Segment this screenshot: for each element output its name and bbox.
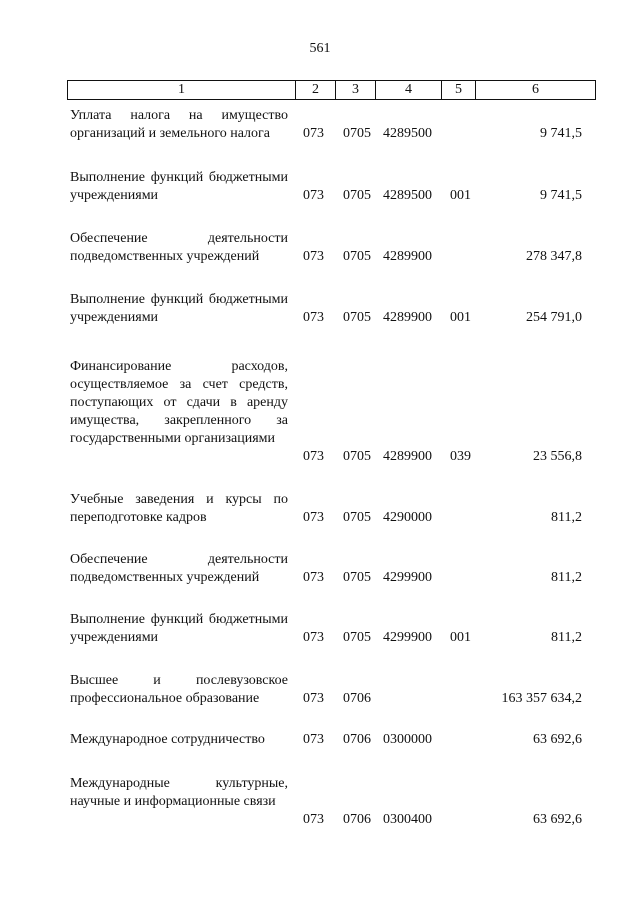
row-col-4: 4289900 [383,449,432,464]
row-col-3: 0706 [343,732,371,747]
header-col-3: 3 [336,81,376,99]
row-description: Обеспечение деятельности подведомственных учреждений [70,231,288,264]
row-col-6: 63 692,6 [533,732,582,747]
row-col-2: 073 [303,126,324,141]
row-col-6: 278 347,8 [526,249,582,264]
row-col-2: 073 [303,310,324,325]
row-col-4: 4299900 [383,570,432,585]
row-col-2: 073 [303,691,324,706]
row-col-2: 073 [303,732,324,747]
row-col-5: 001 [450,310,471,325]
row-col-3: 0705 [343,630,371,645]
row-col-2: 073 [303,449,324,464]
row-col-3: 0705 [343,249,371,264]
row-col-5: 001 [450,630,471,645]
row-col-2: 073 [303,249,324,264]
row-col-4: 4289900 [383,310,432,325]
row-col-3: 0705 [343,188,371,203]
row-col-4: 0300400 [383,812,432,827]
row-col-2: 073 [303,510,324,525]
header-col-2: 2 [296,81,336,99]
row-col-6: 811,2 [551,510,582,525]
row-col-2: 073 [303,812,324,827]
row-col-6: 163 357 634,2 [501,691,582,706]
row-col-5: 039 [450,449,471,464]
row-col-6: 63 692,6 [533,812,582,827]
header-col-1: 1 [68,81,296,99]
row-description: Международные культурные, научные и информационные связи [70,776,288,809]
row-description: Учебные заведения и курсы по переподготовке кадров [70,492,288,525]
row-description: Высшее и послевузовское профессиональное образование [70,673,288,706]
row-col-3: 0706 [343,812,371,827]
row-description: Обеспечение деятельности подведомственных учреждений [70,552,288,585]
header-col-4: 4 [376,81,442,99]
row-col-2: 073 [303,188,324,203]
row-description: Финансирование расходов, осуществляемое за счет средств, поступающих от сдачи в аренду имущества, закрепленного за государственными организациями [70,359,288,446]
row-col-6: 811,2 [551,630,582,645]
row-col-4: 4289500 [383,126,432,141]
row-col-6: 811,2 [551,570,582,585]
row-col-4: 4289900 [383,249,432,264]
row-col-4: 0300000 [383,732,432,747]
header-col-5: 5 [442,81,476,99]
row-col-4: 4299900 [383,630,432,645]
row-col-3: 0705 [343,310,371,325]
header-col-6: 6 [532,82,539,97]
page-number: 561 [309,41,331,56]
row-col-3: 0705 [343,510,371,525]
row-description: Уплата налога на имущество организаций и земельного налога [70,108,288,141]
row-col-3: 0706 [343,691,371,706]
row-col-3: 0705 [343,570,371,585]
row-col-3: 0705 [343,126,371,141]
row-description: Выполнение функций бюджетными учреждениями [70,612,288,645]
row-col-5: 001 [450,188,471,203]
row-col-2: 073 [303,570,324,585]
row-description: Выполнение функций бюджетными учреждениями [70,170,288,203]
row-col-6: 9 741,5 [540,126,582,141]
row-col-6: 9 741,5 [540,188,582,203]
row-col-2: 073 [303,630,324,645]
row-col-3: 0705 [343,449,371,464]
row-col-6: 254 791,0 [526,310,582,325]
row-col-6: 23 556,8 [533,449,582,464]
row-col-4: 4290000 [383,510,432,525]
row-description: Выполнение функций бюджетными учреждениями [70,292,288,325]
row-col-4: 4289500 [383,188,432,203]
row-description: Международное сотрудничество [70,732,265,747]
